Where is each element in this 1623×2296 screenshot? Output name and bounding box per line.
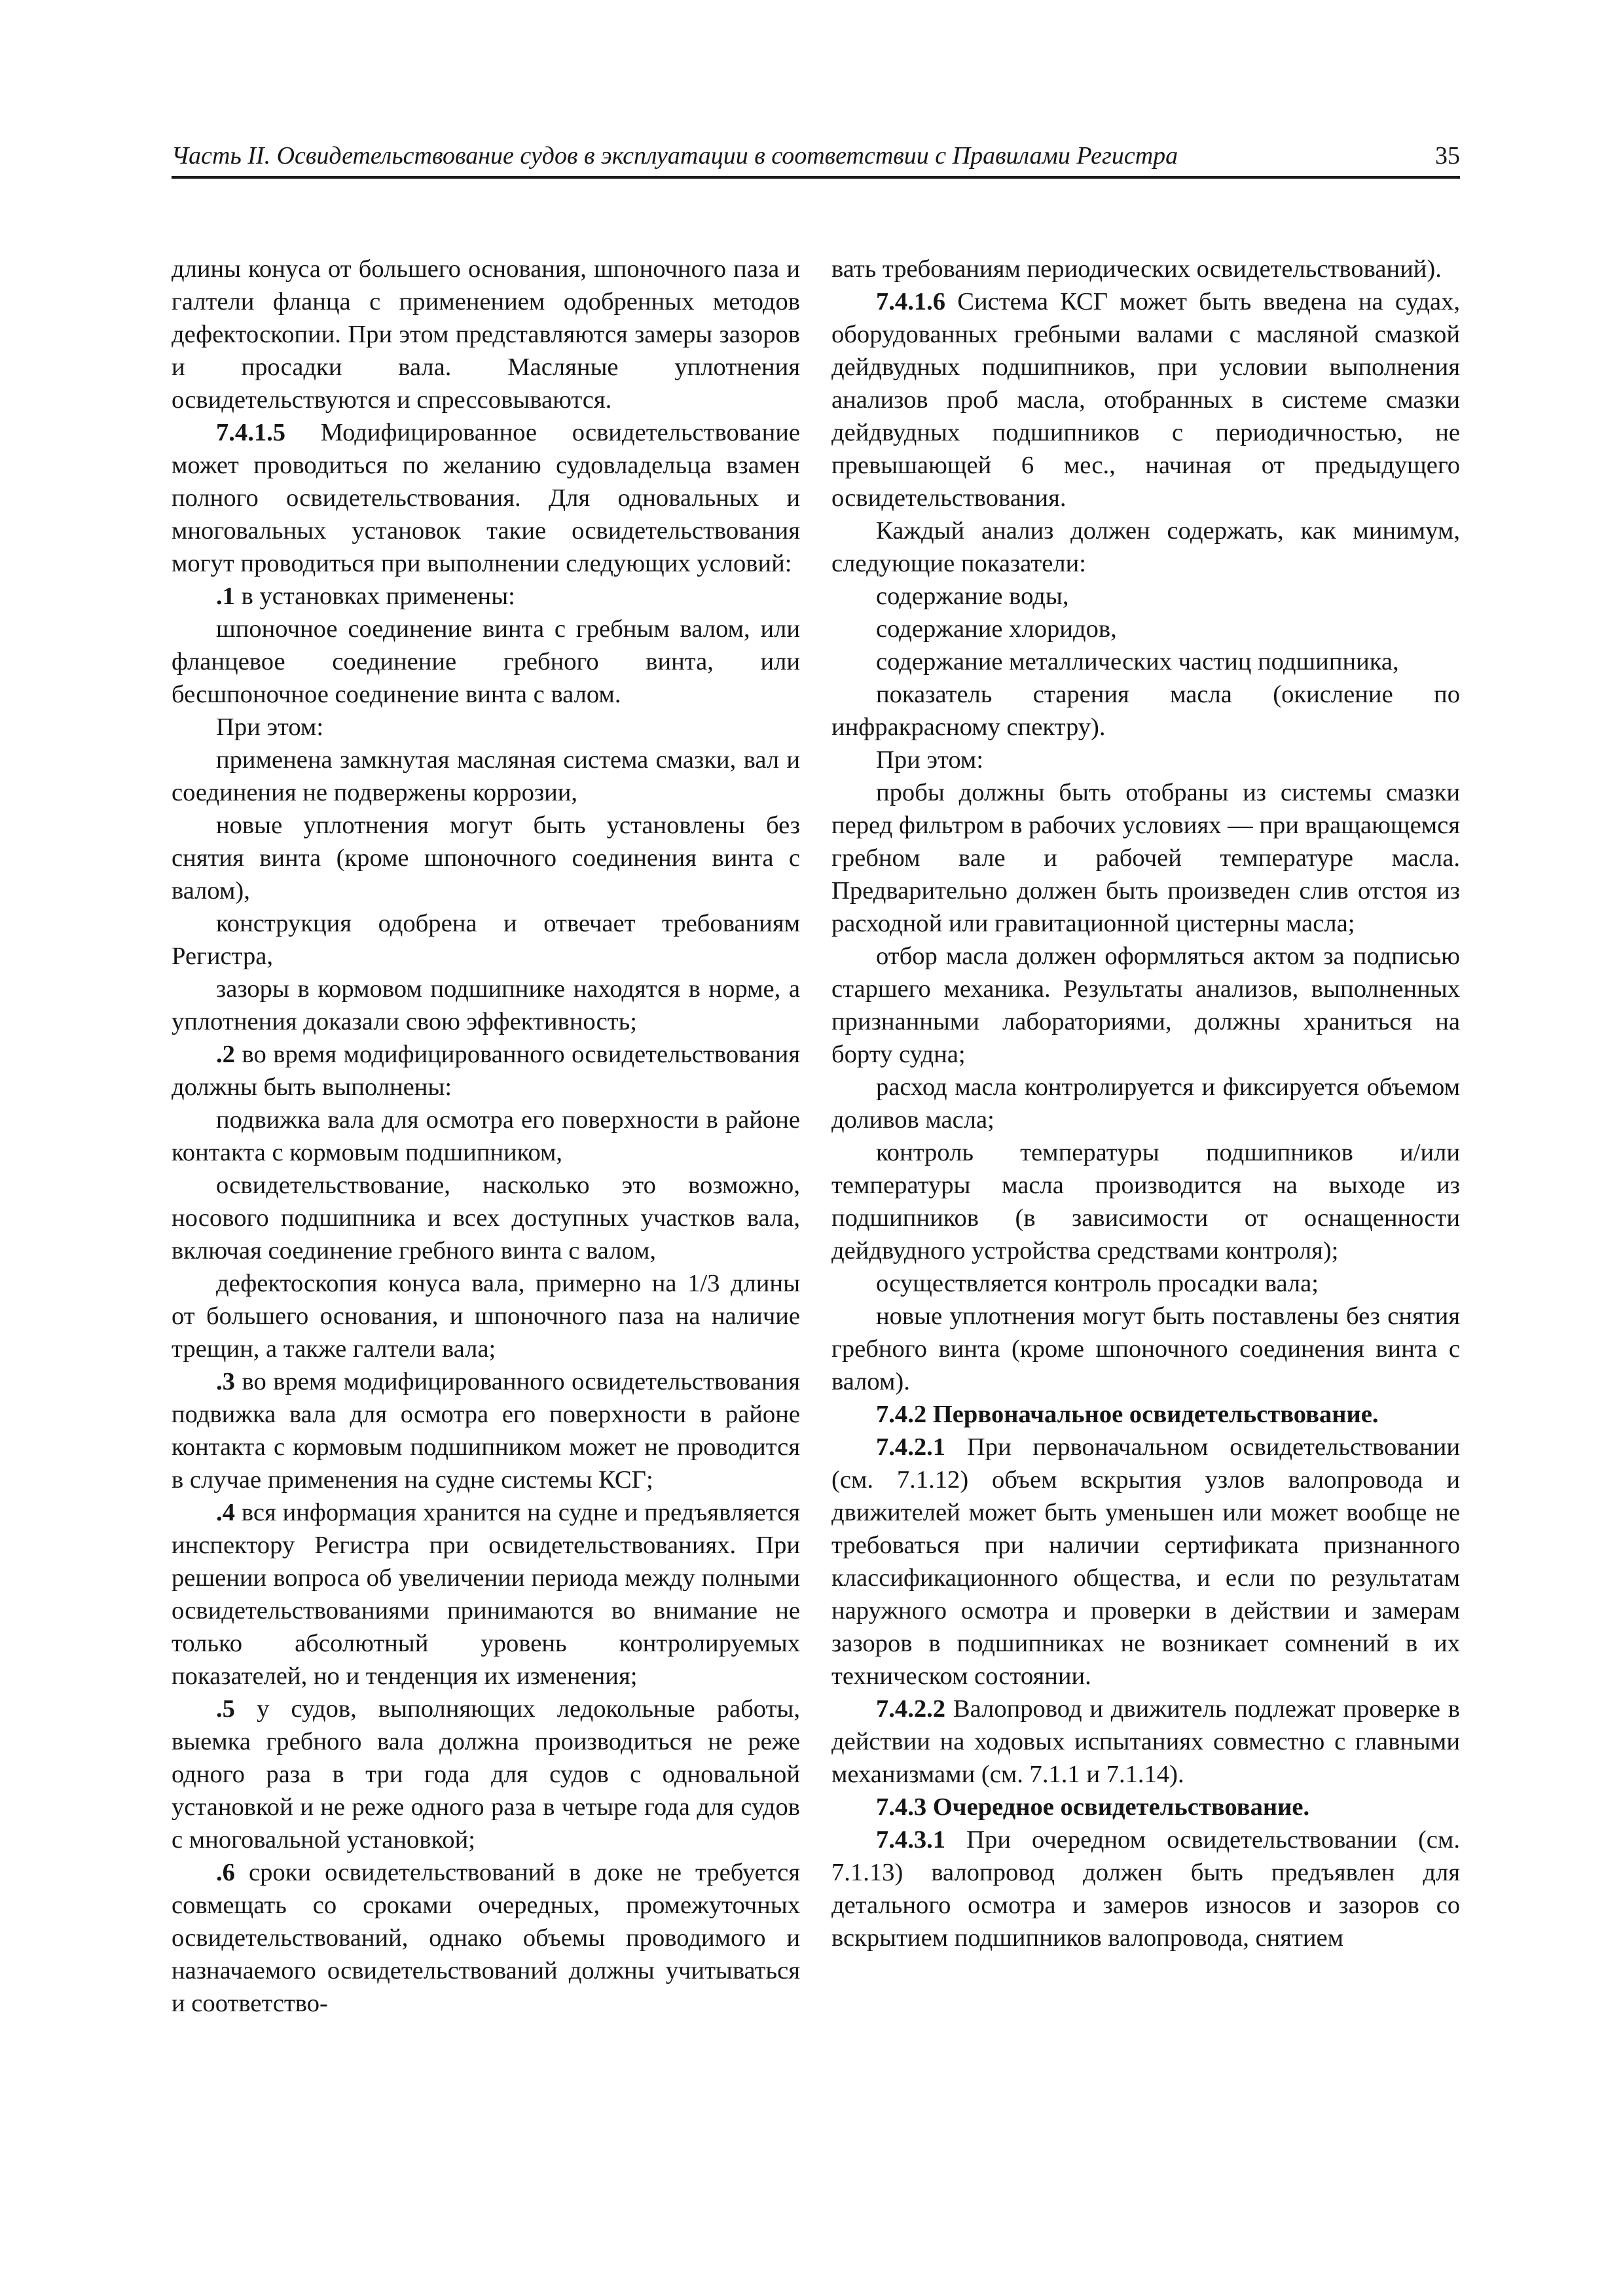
paragraph-text: Валопровод и движитель подлежат проверке в действии на ходовых испытаниях совместно с главными механизмами (см. 7.1.1 и 7.1.14).: [831, 1695, 1460, 1788]
paragraph: [172, 809, 800, 907]
clause-number: .2: [216, 1041, 235, 1068]
paragraph-text: вать требованиям периодических освидетельствований).: [831, 255, 1442, 283]
paragraph: [831, 776, 1460, 940]
paragraph-text: При очередном освидетельствовании (см. 7.1.13) валопровод должен быть предъявлен для детального осмотра и замеров износов и зазоров со вскрытием подшипников валопровода, снятием: [831, 1826, 1460, 1952]
paragraph: [172, 1267, 800, 1365]
left-column: [172, 253, 800, 2020]
clause-number: .5: [216, 1695, 235, 1723]
paragraph-text: отбор масла должен оформляться актом за подписью старшего механика. Результаты анализов, выполненных признанными лабораториями, должны храниться на борту судна;: [831, 942, 1460, 1068]
paragraph-text: Модифицированное освидетельствование может проводиться по желанию судовладельца взамен полного освидетельствования. Для одновальных и многовальных установок такие освидетельствования могут проводиться при выполнении следующих условий:: [172, 419, 800, 577]
paragraph: [172, 580, 800, 613]
paragraph-text: При этом:: [876, 746, 984, 774]
running-head: Часть II. Освидетельствование судов в эксплуатации в соответствии с Правилами Регистра: [172, 142, 1178, 170]
paragraph: [172, 1103, 800, 1169]
paragraph: [172, 1038, 800, 1103]
clause-number: 7.4.2.1: [876, 1433, 946, 1461]
paragraph-text: Система КСГ может быть введена на судах, оборудованных гребными валами с масляной смазкой дейдвудных подшипников, при условии выполнения анализов проб масла, отобранных в системе смазки дейдвудных подшипников с периодичностью, не превышающей 6 мес., начиная от предыдущего освидетельствования.: [831, 288, 1460, 512]
paragraph-text: в установках применены:: [234, 583, 515, 610]
paragraph: [831, 1300, 1460, 1398]
paragraph-text: Каждый анализ должен содержать, как минимум, следующие показатели:: [831, 517, 1460, 577]
paragraph: [172, 253, 800, 416]
paragraph: [831, 1431, 1460, 1693]
paragraph-text: у судов, выполняющих ледокольные работы, выемка гребного вала должна производиться не реже одного раза в три года для судов с одновальной установкой и не реже одного раза в четыре года для судов с многовальной установкой;: [172, 1695, 800, 1854]
paragraph-text: При первоначальном освидетельствовании (см. 7.1.12) объем вскрытия узлов валопровода и движителей может быть уменьшен или может вообще не требоваться при наличии сертификата признанного классификационного общества, и если по результатам наружного осмотра и проверки в действии и замерам зазоров в подшипниках не возникает сомнений в их техническом состоянии.: [831, 1433, 1460, 1690]
clause-number: 7.4.1.6: [876, 288, 946, 315]
paragraph: [172, 973, 800, 1038]
paragraph: [172, 1365, 800, 1496]
paragraph-text: осуществляется контроль просадки вала;: [876, 1270, 1319, 1297]
clause-number: 7.4.2 Первоначальное освидетельствование.: [876, 1401, 1379, 1428]
paragraph: [831, 1791, 1460, 1823]
paragraph: [172, 416, 800, 580]
paragraph: [831, 1071, 1460, 1136]
paragraph: [831, 1267, 1460, 1300]
page-header: [172, 139, 1460, 179]
paragraph: [172, 1169, 800, 1267]
paragraph: [831, 1136, 1460, 1267]
paragraph: [172, 1496, 800, 1693]
paragraph-text: вся информация хранится на судне и предъявляется инспектору Регистра при освидетельствованиях. При решении вопроса об увеличении периода между полными освидетельствованиями принимаются во внимание не только абсолютный уровень контролируемых показателей, но и тенденция их изменения;: [172, 1499, 800, 1690]
clause-number: 7.4.1.5: [216, 419, 286, 446]
paragraph-text: содержание металлических частиц подшипника,: [876, 648, 1399, 675]
paragraph-text: содержание хлоридов,: [876, 615, 1117, 643]
paragraph: [831, 514, 1460, 580]
paragraph-text: подвижка вала для осмотра его поверхности в районе контакта с кормовым подшипником,: [172, 1106, 800, 1166]
paragraph-text: освидетельствование, насколько это возможно, носового подшипника и всех доступных участков вала, включая соединение гребного винта с валом,: [172, 1172, 800, 1265]
clause-number: .6: [216, 1859, 235, 1886]
paragraph: [831, 940, 1460, 1071]
right-column: [831, 253, 1460, 1954]
clause-number: .1: [216, 583, 235, 610]
paragraph: [172, 711, 800, 744]
paragraph-text: новые уплотнения могут быть поставлены без снятия гребного винта (кроме шпоночного соединения винта с валом).: [831, 1302, 1460, 1395]
paragraph: [172, 1856, 800, 2020]
paragraph: [831, 1693, 1460, 1791]
clause-number: .4: [216, 1499, 235, 1526]
paragraph-text: во время модифицированного освидетельствования должны быть выполнены:: [172, 1041, 800, 1101]
paragraph-text: дефектоскопия конуса вала, примерно на 1/3 длины от большего основания, и шпоночного паза на наличие трещин, а также галтели вала;: [172, 1270, 800, 1363]
paragraph-text: показатель старения масла (окисление по инфракрасному спектру).: [831, 681, 1460, 741]
paragraph: [831, 1398, 1460, 1431]
paragraph: [831, 285, 1460, 514]
paragraph: [172, 613, 800, 711]
clause-number: 7.4.3 Очередное освидетельствование.: [876, 1793, 1310, 1821]
paragraph: [831, 580, 1460, 613]
paragraph-text: зазоры в кормовом подшипнике находятся в норме, а уплотнения доказали свою эффективность;: [172, 975, 800, 1035]
paragraph-text: конструкция одобрена и отвечает требованиям Регистра,: [172, 910, 800, 970]
paragraph-text: новые уплотнения могут быть установлены без снятия винта (кроме шпоночного соединения винта с валом),: [172, 812, 800, 905]
paragraph: [831, 253, 1460, 285]
page-number: 35: [1435, 142, 1460, 170]
paragraph-text: пробы должны быть отобраны из системы смазки перед фильтром в рабочих условиях — при вращающемся гребном вале и рабочей температуре масла. Предварительно должен быть произведен слив отстоя из расходной или гравитационной цистерны масла;: [831, 779, 1460, 937]
clause-number: 7.4.2.2: [876, 1695, 946, 1723]
paragraph: [172, 744, 800, 809]
paragraph-text: контроль температуры подшипников и/или температуры масла производится на выходе из подшипников (в зависимости от оснащенности дейдвудного устройства средствами контроля);: [831, 1139, 1460, 1265]
clause-number: .3: [216, 1368, 235, 1395]
paragraph: [831, 678, 1460, 744]
paragraph: [831, 1823, 1460, 1954]
paragraph: [172, 1693, 800, 1856]
paragraph-text: шпоночное соединение винта с гребным валом, или фланцевое соединение гребного винта, или бесшпоночное соединение винта с валом.: [172, 615, 800, 708]
paragraph: [831, 613, 1460, 645]
paragraph: [831, 744, 1460, 776]
paragraph: [172, 907, 800, 973]
paragraph-text: содержание воды,: [876, 583, 1069, 610]
paragraph-text: длины конуса от большего основания, шпоночного паза и галтели фланца с применением одобренных методов дефектоскопии. При этом представляются замеры зазоров и просадки вала. Масляные уплотнения освидетельствуются и спрессовываются.: [172, 255, 800, 414]
paragraph-text: во время модифицированного освидетельствования подвижка вала для осмотра его поверхности в районе контакта с кормовым подшипником может не проводится в случае применения на судне системы КСГ;: [172, 1368, 800, 1494]
clause-number: 7.4.3.1: [876, 1826, 946, 1854]
paragraph: [831, 645, 1460, 678]
paragraph-text: При этом:: [216, 713, 324, 741]
paragraph-text: сроки освидетельствований в доке не требуется совмещать со сроками очередных, промежуточных освидетельствований, однако объемы проводимого и назначаемого освидетельствований должны учитываться и соответство-: [172, 1859, 800, 2017]
paragraph-text: применена замкнутая масляная система смазки, вал и соединения не подвержены коррозии,: [172, 746, 800, 806]
paragraph-text: расход масла контролируется и фиксируется объемом доливов масла;: [831, 1073, 1460, 1134]
